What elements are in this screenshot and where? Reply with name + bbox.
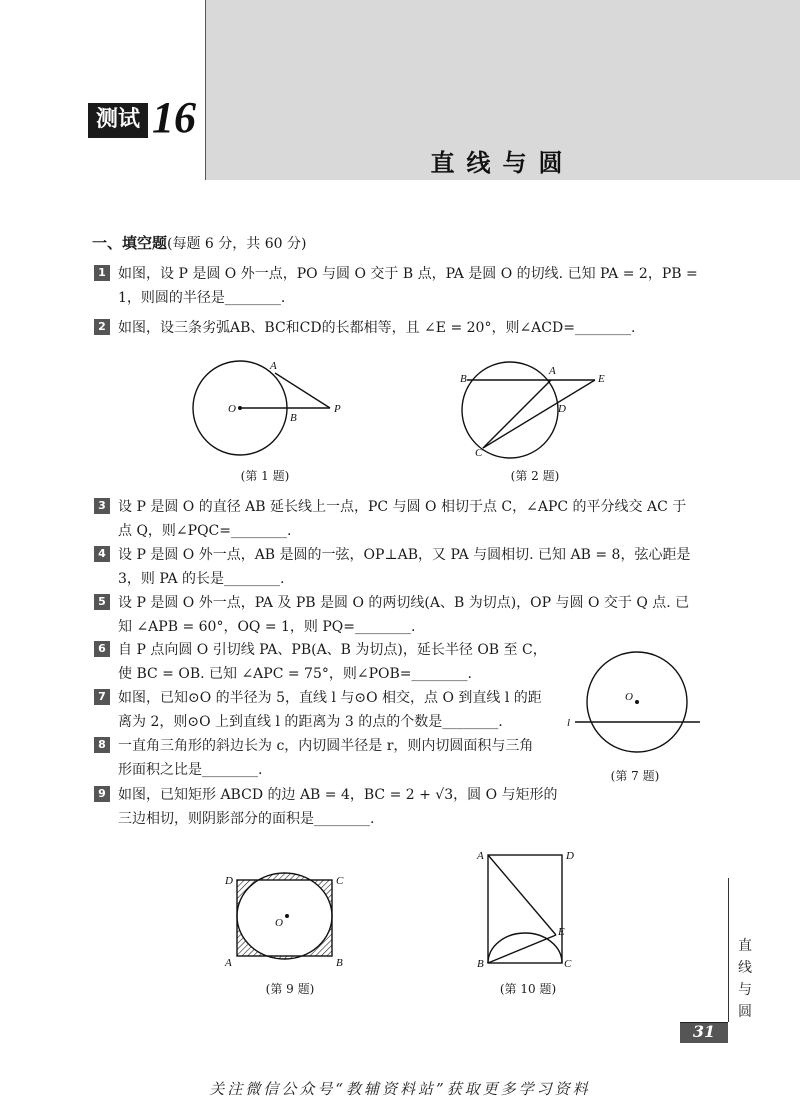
question-7 — [94, 686, 574, 734]
question-number: 6 — [94, 641, 110, 657]
label-o: O — [275, 917, 283, 929]
center-point — [635, 700, 639, 704]
question-number: 1 — [94, 265, 110, 281]
question-text-cont: 点 Q，则∠PQC=________. — [118, 523, 292, 539]
question-text-cont: 三边相切，则阴影部分的面积是________. — [118, 811, 375, 827]
segment-ae — [488, 855, 556, 935]
question-number: 4 — [94, 546, 110, 562]
question-9 — [94, 783, 574, 831]
section-note: (每题 6 分，共 60 分) — [167, 236, 307, 252]
side-tab-rule — [728, 878, 729, 1022]
label-d: D — [566, 850, 574, 862]
question-number: 9 — [94, 786, 110, 802]
circle-shape — [237, 873, 332, 959]
question-4 — [94, 543, 714, 591]
label-e: E — [598, 373, 605, 385]
question-number: 8 — [94, 737, 110, 753]
question-text: 如图，已知矩形 ABCD 的边 AB = 4，BC = 2 + √3，圆 O 与矩形的 — [118, 787, 558, 803]
question-text: 如图，设三条劣弧AB、BC和CD的长都相等，且 ∠E = 20°，则∠ACD=________. — [118, 320, 636, 336]
label-b: B — [290, 412, 297, 424]
label-d: D — [225, 875, 233, 887]
label-b: B — [477, 958, 484, 970]
question-text: 设 P 是圆 O 的直径 AB 延长线上一点，PC 与圆 O 相切于点 C，∠APC 的平分线交 AC 于 — [118, 499, 687, 515]
question-number: 5 — [94, 594, 110, 610]
question-text: 自 P 点向圆 O 引切线 PA、PB(A、B 为切点)，延长半径 OB 至 C， — [118, 642, 547, 658]
question-2 — [94, 316, 714, 340]
question-6 — [94, 638, 574, 686]
center-point — [285, 914, 289, 918]
figure-2-caption: (第 2 题) — [510, 469, 560, 483]
question-text-cont: 3，则 PA 的长是________. — [118, 571, 285, 587]
figure-10 — [474, 843, 584, 973]
figure-10-caption: (第 10 题) — [499, 982, 557, 996]
question-text: 如图，设 P 是圆 O 外一点，PO 与圆 O 交于 B 点，PA 是圆 O 的切线. 已知 PA = 2，PB = — [118, 266, 698, 282]
label-a: A — [549, 365, 556, 377]
label-o: O — [228, 403, 236, 415]
figure-1-caption: (第 1 题) — [240, 469, 290, 483]
label-o: O — [625, 691, 633, 703]
question-text-cont: 1，则圆的半径是________. — [118, 290, 286, 306]
label-l: l — [567, 717, 571, 729]
question-3 — [94, 495, 714, 543]
question-text-cont: 知 ∠APB = 60°，OQ = 1，则 PQ=________. — [118, 619, 416, 635]
question-5 — [94, 591, 714, 639]
label-c: C — [475, 447, 483, 459]
rectangle-shape — [237, 880, 332, 956]
label-e: E — [558, 926, 565, 938]
question-text: 一直角三角形的斜边长为 c，内切圆半径是 r，则内切圆面积与三角 — [118, 738, 534, 754]
figure-2 — [455, 360, 615, 460]
figure-7 — [565, 650, 705, 760]
page-title: 直线与圆 — [430, 149, 575, 177]
footer-text: 关注微信公众号“教辅资料站”获取更多学习资料 — [209, 1080, 591, 1098]
label-c: C — [336, 875, 344, 887]
label-a: A — [225, 957, 232, 969]
figure-7-caption: (第 7 题) — [610, 769, 660, 783]
segment-be — [488, 935, 556, 963]
test-label — [88, 93, 197, 142]
label-c: C — [564, 958, 572, 970]
chord-ca — [483, 380, 551, 448]
label-d: D — [558, 403, 566, 415]
question-text: 设 P 是圆 O 外一点，AB 是圆的一弦，OP⊥AB，又 PA 与圆相切. 已知 AB = 8，弦心距是 — [118, 547, 691, 563]
label-a: A — [477, 850, 484, 862]
label-p: P — [334, 403, 341, 415]
question-1 — [94, 262, 714, 310]
side-tab-char: 直 — [738, 938, 752, 954]
figure-9-caption: (第 9 题) — [265, 982, 315, 996]
question-text: 设 P 是圆 O 外一点，PA 及 PB 是圆 O 的两切线(A、B 为切点)，OP 与圆 O 交于 Q 点. 已 — [118, 595, 690, 611]
question-number: 3 — [94, 498, 110, 514]
question-number: 2 — [94, 319, 110, 335]
page-number: 31 — [692, 1022, 716, 1041]
side-tab-char: 与 — [738, 982, 752, 998]
test-number: 16 — [152, 93, 197, 142]
rectangle-shape — [488, 855, 562, 963]
question-text: 如图，已知⊙O 的半径为 5，直线 l 与⊙O 相交，点 O 到直线 l 的距 — [118, 690, 542, 706]
side-tab-char: 圆 — [738, 1004, 752, 1020]
section-title: 一、填空题 — [92, 234, 168, 252]
question-text-cont: 离为 2，则⊙O 上到直线 l 的距离为 3 的点的个数是________. — [118, 714, 503, 730]
side-tab-char: 线 — [738, 960, 752, 976]
label-b: B — [336, 957, 343, 969]
center-point — [238, 406, 242, 410]
question-text-cont: 使 BC = OB. 已知 ∠APC = 75°，则∠POB=________. — [118, 666, 472, 682]
label-a: A — [270, 360, 277, 372]
side-tab-label — [735, 935, 755, 1023]
figure-9 — [222, 868, 357, 973]
figure-1 — [190, 355, 360, 465]
line-ce — [483, 380, 595, 448]
section-heading — [92, 232, 306, 253]
question-8 — [94, 734, 574, 782]
label-b: B — [460, 373, 467, 385]
circle-shape — [462, 362, 558, 458]
question-text-cont: 形面积之比是________. — [118, 762, 263, 778]
test-label-box: 测试 — [88, 103, 148, 138]
question-number: 7 — [94, 689, 110, 705]
